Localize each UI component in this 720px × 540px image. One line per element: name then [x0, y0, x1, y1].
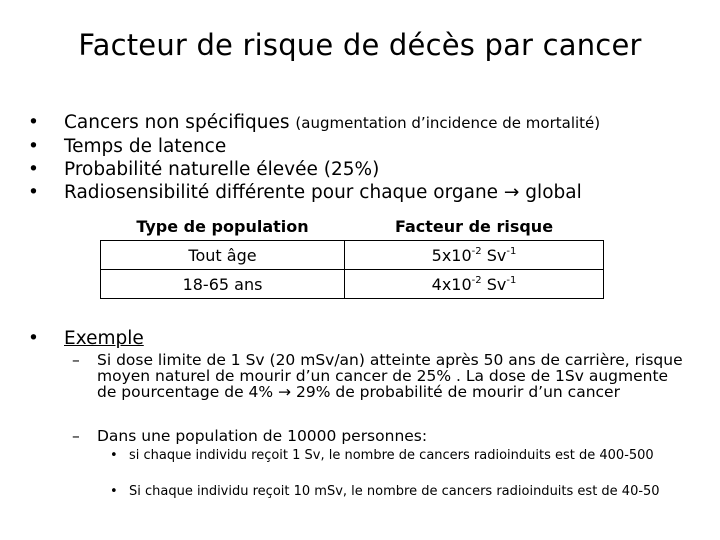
risk-table [100, 212, 604, 299]
bullet-dot: • [110, 448, 118, 463]
example-heading [28, 328, 144, 349]
cell-risk-factor: $4x10^{-2}$ $Sv^{-1}$ [345, 270, 604, 299]
bullet-text: Temps de latence [64, 136, 227, 157]
table-row [101, 241, 604, 270]
example-item-text: Dans une population de 10000 personnes: [97, 427, 428, 445]
header-risk-factor: Facteur de risque [394, 216, 554, 236]
dash-marker: – [72, 351, 80, 369]
bullet-item [28, 135, 600, 158]
bullet-dot: • [28, 328, 39, 349]
bullet-list [28, 111, 600, 204]
bullet-item [28, 111, 600, 135]
bullet-item [28, 181, 600, 204]
bullet-text: Probabilité naturelle élevée (25%) [64, 159, 380, 180]
cell-risk-factor: $5x10^{-2}$ $Sv^{-1}$ [345, 241, 604, 270]
example-item [72, 352, 690, 400]
table-header-row [101, 212, 604, 241]
example-label: Exemple [64, 328, 144, 349]
bullet-item [28, 158, 600, 181]
cell-population: 18-65 ans [101, 270, 345, 299]
table-row [101, 270, 604, 299]
bullet-text: Radiosensibilité différente pour chaque organe → global [64, 182, 582, 203]
example-subitem-text: si chaque individu reçoit 1 Sv, le nombre de cancers radioinduits est de 400-500 [129, 448, 654, 463]
cell-population: Tout âge [101, 241, 345, 270]
example-item-text: Si dose limite de 1 Sv (20 mSv/an) atteinte après 50 ans de carrière, risque moyen naturel de mourir d’un cancer de 25% . La dose de 1Sv augmente de pourcentage de 4% → 29% de probabilité de mourir d’un cancer [97, 351, 683, 401]
header-population: Type de population [136, 216, 309, 236]
example-subitem [110, 449, 695, 463]
example-subitem [110, 485, 695, 499]
bullet-dot: • [110, 484, 118, 499]
example-item [72, 428, 690, 444]
bullet-note: (augmentation d’incidence de mortalité) [295, 114, 601, 132]
dash-marker: – [72, 427, 80, 445]
bullet-text: Cancers non spécifiques [64, 112, 296, 133]
example-subitem-text: Si chaque individu reçoit 10 mSv, le nombre de cancers radioinduits est de 40-50 [129, 484, 660, 499]
slide-title: Facteur de risque de décès par cancer [78, 28, 642, 62]
